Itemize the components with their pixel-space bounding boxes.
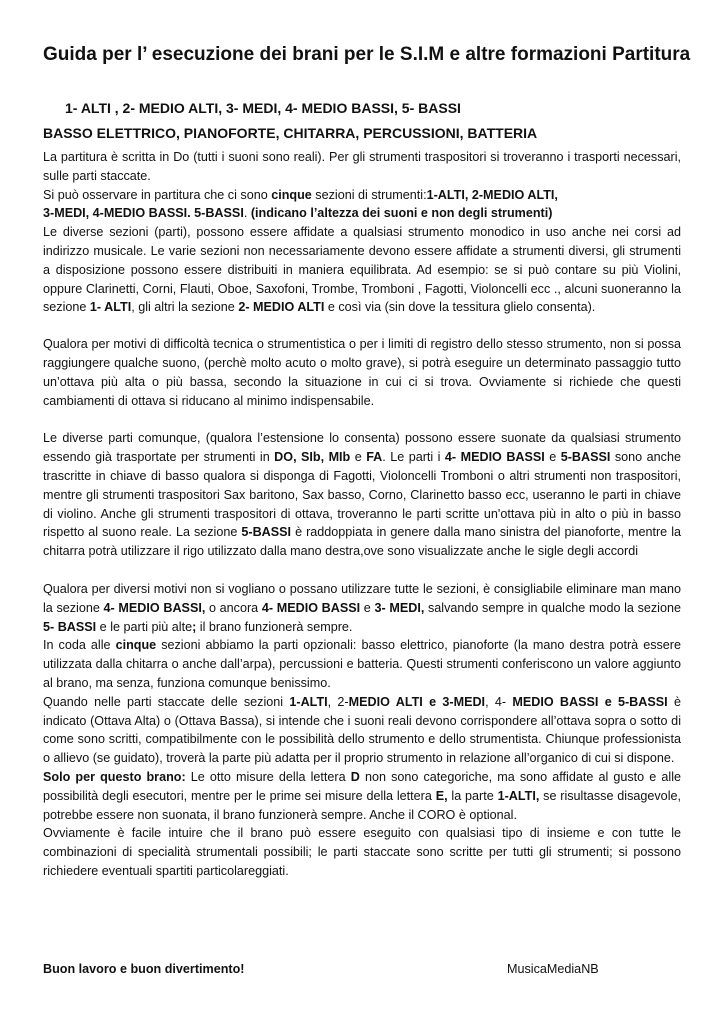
- optional-instruments-subtitle: BASSO ELETTRICO, PIANOFORTE, CHITARRA, PERCUSSIONI, BATTERIA: [43, 125, 538, 141]
- paragraph-8: Quando nelle parti staccate delle sezioni 1-ALTI, 2-MEDIO ALTI e 3-MEDI, 4- MEDIO BASSI e 5-BASSI è indicato (Ottava Alta) o (Ottava Bassa), si intende che i suoni reali devono corrispondere all’ottava sopra o sotto di come sono scritti, compatibilmente con le possibilità dello strumento e dello strumentista. Chiunque professionista o allievo (se guidato), troverà la parte più adatta per il proprio strumento in relazione all’organico di cui si dispone.: [43, 694, 681, 766]
- paragraph-7: In coda alle cinque sezioni abbiamo la parti opzionali: basso elettrico, pianoforte (la mano destra potrà essere utilizzata dalla chitarra o anche dall’arpa), percussioni e batteria. Questi strumenti conferiscono un valore aggiunto al brano, ma senza, funziona comunque benissimo.: [43, 638, 681, 690]
- paragraph-6: Qualora per diversi motivi non si vogliano o possano utilizzare tutte le sezioni, è consigliabile eliminare man mano la sezione 4- MEDIO BASSI, o ancora 4- MEDIO BASSI e 3- MEDI, salvando sempre in qualche modo la sezione 5- BASSI e le parti più alte; il brano funzionerà sempre.: [43, 581, 681, 634]
- footer-greeting: Buon lavoro e buon divertimento!: [43, 962, 245, 976]
- paragraph-3: Le diverse sezioni (parti), possono essere affidate a qualsiasi strumento monodico in uso anche nei corsi ad indirizzo musicale. Le varie sezioni non necessariamente devono essere affidate a strumenti diversi, gli strumenti a disposizione possono essere distribuiti in maniera equilibrata. Ad esempio: se si può contare su più Violini, oppure Clarinetti, Corni, Flauti, Oboe, Saxofoni, Trombe, Tromboni , Fagotti, Violoncelli ecc ., alcuni suoneranno la sezione 1- ALTI, gli altri la sezione 2- MEDIO ALTI e così via (sin dove la tessitura glielo consenta).: [43, 225, 681, 315]
- paragraph-9: Solo per questo brano: Le otto misure della lettera D non sono categoriche, ma sono affidate al gusto e alle possibilità degli esecutori, mentre per le prime sei misure della lettera E, la parte 1-ALTI, se risultasse disagevole, potrebbe essere non suonata, il brano funzionerà sempre. Anche il CORO è optional.: [43, 769, 681, 822]
- document-body: [43, 148, 681, 881]
- page-title: Guida per l’ esecuzione dei brani per le S.I.M e altre formazioni Partitura: [43, 44, 691, 65]
- paragraph-5: Le diverse parti comunque, (qualora l’estensione lo consenta) possono essere suonate da qualsiasi strumento essendo già trasportate per strumenti in DO, SIb, MIb e FA. Le parti i 4- MEDIO BASSI e 5-BASSI sono anche trascritte in chiave di basso qualora si disponga di Fagotti, Violoncelli Tromboni o altri strumenti non traspositori, mentre gli strumenti traspositori Sax baritono, Sax basso, Corno, Clarinetto basso ecc, useranno le parti in chiave di violino. Anche gli strumenti traspositori di ottava, troveranno le parti scritte un'ottava più in alto o più in basso rispetto al suono reale. La sezione 5-BASSI è raddoppiata in genere dalla mano sinistra del pianoforte, mentre la chitarra potrà utilizzare il rigo utilizzato dalla mano destra,ove sono visualizzate anche le sigle degli accordi: [43, 431, 681, 559]
- paragraph-1: La partitura è scritta in Do (tutti i suoni sono reali). Per gli strumenti traspositori si troveranno i trasporti necessari, sulle parti staccate.: [43, 150, 681, 183]
- paragraph-4: Qualora per motivi di difficoltà tecnica o strumentistica o per i limiti di registro dello stesso strumento, non si possa raggiungere qualche suono, (perchè molto acuto o molto grave), si potrà eseguire un determinato passaggio tutto un’ottava più alta o più bassa, secondo la situazione in cui ci si trova. Ovviamente si richiede che questi cambiamenti di ottava si riducano al minimo indispensabile.: [43, 337, 681, 408]
- sections-subtitle: 1- ALTI , 2- MEDIO ALTI, 3- MEDI, 4- MEDIO BASSI, 5- BASSI: [65, 100, 461, 116]
- paragraph-10: Ovviamente è facile intuire che il brano può essere eseguito con qualsiasi tipo di insieme e con tutte le combinazioni di specialità strumentali possibili; le parti staccate sono scritte per tutti gli strumenti; si possono richiedere eventuali spartiti particolareggiati.: [43, 826, 681, 878]
- footer-signature: MusicaMediaNB: [507, 962, 599, 976]
- paragraph-2: Si può osservare in partitura che ci sono cinque sezioni di strumenti:1-ALTI, 2-MEDIO ALTI, 3-MEDI, 4-MEDIO BASSI. 5-BASSI. (indicano l’altezza dei suoni e non degli strumenti): [43, 187, 558, 221]
